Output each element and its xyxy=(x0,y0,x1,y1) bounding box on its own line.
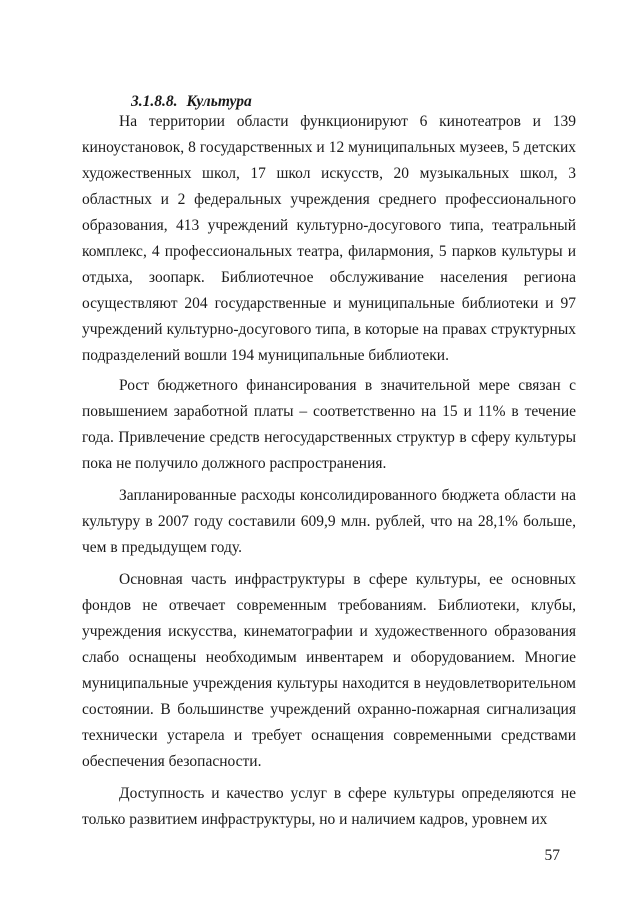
section-number: 3.1.8.8. xyxy=(131,93,178,110)
paragraph-institutions: На территории области функционируют 6 кинотеатров и 139 киноустановок, 8 государственных и 12 муниципальных музеев, 5 детских художественных школ, 17 школ искусств, 20 музыкальных школ, 3 областных и 2 федеральных учреждения среднего профессионального образования, 413 учреждений культурно-досугового типа, театральный комплекс, 4 профессиональных театра, филармония, 5 парков культуры и отдыха, зоопарк. Библиотечное обслуживание населения региона осуществляют 204 государственные и муниципальные библиотеки и 97 учреждений культурно-досугового типа, в которые на правах структурных подразделений вошли 194 муниципальные библиотеки. xyxy=(82,113,576,364)
paragraph-financing: Рост бюджетного финансирования в значительной мере связан с повышением заработной платы – соответственно на 15 и 11% в течение года. Привлечение средств негосударственных структур в сферу культуры пока не получило должного распространения. xyxy=(82,377,576,472)
section-title: Культура xyxy=(186,93,252,110)
paragraph-budget: Запланированные расходы консолидированного бюджета области на культуру в 2007 году составили 609,9 млн. рублей, что на 28,1% больше, чем в предыдущем году. xyxy=(82,487,576,556)
paragraph-infrastructure: Основная часть инфраструктуры в сфере культуры, ее основных фондов не отвечает современным требованиям. Библиотеки, клубы, учреждения искусства, кинематографии и художественного образования слабо оснащены необходимым инвентарем и оборудованием. Многие муниципальные учреждения культуры находится в неудовлетворительном состоянии. В большинстве учреждений охранно-пожарная сигнализация технически устарела и требует оснащения современными средствами обеспечения безопасности. xyxy=(82,571,576,770)
page-number: 57 xyxy=(544,847,560,864)
paragraph-accessibility: Доступность и качество услуг в сфере культуры определяются не только развитием инфраструктуры, но и наличием кадров, уровнем их xyxy=(82,785,576,828)
